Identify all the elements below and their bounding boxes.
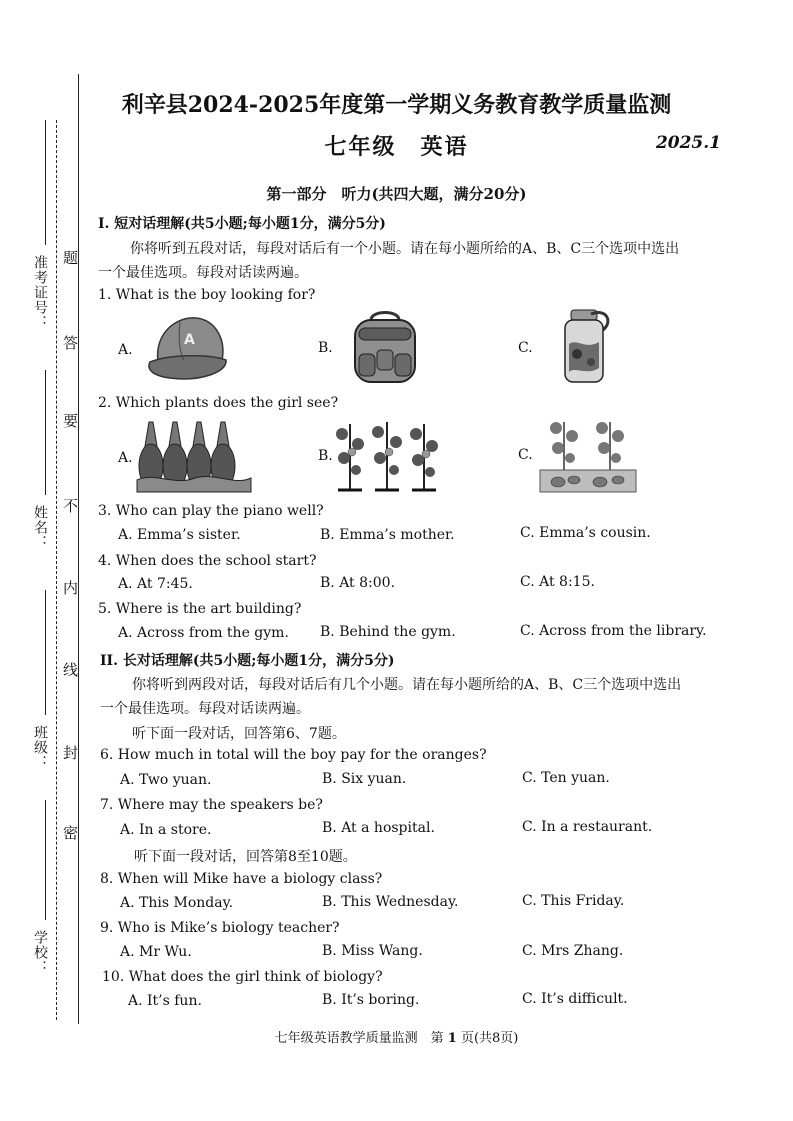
q5-option-a: A. Across from the gym. — [118, 625, 289, 641]
q1-option-a-label: A. — [118, 342, 133, 358]
exam-id-field-label: 准考证号： — [32, 255, 48, 330]
q1-option-c-label: C. — [518, 340, 533, 356]
seal-char-1: 题 — [61, 250, 79, 265]
q3-option-c: C. Emma’s cousin. — [520, 525, 651, 541]
seal-char-8: 密 — [61, 825, 79, 840]
seal-char-7: 封 — [61, 745, 79, 760]
q2-option-a-label: A. — [118, 450, 133, 466]
footer-left: 七年级英语教学质量监测 第 — [274, 1031, 444, 1046]
section2-instruction-cont: 一个最佳选项。每段对话读两遍。 — [100, 701, 310, 717]
q4-option-a: A. At 7:45. — [118, 576, 193, 592]
footer-right: 页(共8页) — [460, 1031, 519, 1046]
q2-option-b-label: B. — [318, 448, 333, 464]
question-2: 2. Which plants does the girl see? — [98, 395, 339, 411]
exam-subtitle: 七年级 英语 — [324, 134, 469, 160]
section1-instruction-cont: 一个最佳选项。每段对话读两遍。 — [98, 265, 308, 281]
school-field-label: 学校： — [32, 930, 48, 975]
baseball-cap-icon — [140, 310, 235, 388]
question-10: 10. What does the girl think of biology? — [102, 969, 383, 985]
question-9: 9. Who is Mike’s biology teacher? — [100, 920, 340, 936]
q7-option-b: B. At a hospital. — [322, 820, 435, 836]
q7-option-a: A. In a store. — [120, 822, 212, 838]
potato-plants-icon — [538, 414, 638, 494]
page-number: 1 — [447, 1031, 457, 1046]
exam-date: 2025.1 — [655, 133, 721, 153]
q8-option-b: B. This Wednesday. — [322, 894, 459, 910]
name-field-label: 姓名： — [32, 505, 48, 550]
section1-instruction: 你将听到五段对话，每段对话后有一个小题。请在每小题所给的A、B、C三个选项中选出 — [130, 241, 680, 257]
section2-heading: II. 长对话理解(共5小题;每小题1分，满分5分) — [100, 653, 395, 669]
question-3: 3. Who can play the piano well? — [98, 503, 324, 519]
listening-note-1: 听下面一段对话，回答第6、7题。 — [132, 726, 346, 742]
school-blank — [45, 800, 46, 920]
name-blank — [45, 370, 46, 495]
q5-option-b: B. Behind the gym. — [320, 624, 456, 640]
water-bottle-icon — [555, 306, 617, 386]
part-heading: 第一部分 听力(共四大题，满分20分) — [266, 185, 527, 203]
section1-heading: I. 短对话理解(共5小题;每小题1分，满分5分) — [98, 216, 386, 232]
page-footer — [0, 1027, 793, 1046]
question-4: 4. When does the school start? — [98, 553, 317, 569]
seal-char-2: 答 — [61, 335, 79, 350]
seal-char-4: 不 — [61, 498, 79, 513]
q8-option-a: A. This Monday. — [120, 895, 234, 911]
q6-option-a: A. Two yuan. — [120, 772, 212, 788]
q9-option-b: B. Miss Wang. — [322, 943, 423, 959]
section2-instruction: 你将听到两段对话，每段对话后有几个小题。请在每小题所给的A、B、C三个选项中选出 — [132, 677, 682, 693]
class-blank — [45, 590, 46, 715]
q8-option-c: C. This Friday. — [522, 893, 625, 909]
carrots-icon — [135, 414, 255, 494]
q3-option-b: B. Emma’s mother. — [320, 527, 455, 543]
question-1: 1. What is the boy looking for? — [98, 287, 316, 303]
q3-option-a: A. Emma’s sister. — [118, 527, 241, 543]
binding-outer-line — [56, 120, 57, 1020]
q4-option-c: C. At 8:15. — [520, 574, 595, 590]
q6-option-c: C. Ten yuan. — [522, 770, 610, 786]
binding-solid-line — [78, 74, 79, 1024]
q9-option-c: C. Mrs Zhang. — [522, 943, 624, 959]
q2-option-c-label: C. — [518, 447, 533, 463]
question-8: 8. When will Mike have a biology class? — [100, 871, 383, 887]
q9-option-a: A. Mr Wu. — [120, 944, 192, 960]
q10-option-a: A. It’s fun. — [128, 993, 202, 1009]
backpack-icon — [345, 306, 425, 386]
question-6: 6. How much in total will the boy pay for the oranges? — [100, 747, 487, 763]
seal-char-6: 线 — [61, 662, 79, 677]
q6-option-b: B. Six yuan. — [322, 771, 407, 787]
q10-option-b: B. It’s boring. — [322, 992, 420, 1008]
class-field-label: 班级： — [32, 725, 48, 770]
tomato-plants-icon — [332, 414, 442, 494]
svg-text:A: A — [184, 332, 195, 348]
exam-title: 利辛县2024-2025年度第一学期义务教育教学质量监测 — [121, 92, 672, 118]
q7-option-c: C. In a restaurant. — [522, 819, 653, 835]
q1-option-b-label: B. — [318, 340, 333, 356]
q4-option-b: B. At 8:00. — [320, 575, 396, 591]
seal-char-3: 要 — [61, 413, 79, 428]
seal-char-5: 内 — [61, 580, 79, 595]
listening-note-2: 听下面一段对话，回答第8至10题。 — [134, 849, 357, 865]
question-5: 5. Where is the art building? — [98, 601, 302, 617]
q10-option-c: C. It’s difficult. — [522, 991, 628, 1007]
question-7: 7. Where may the speakers be? — [100, 797, 323, 813]
q5-option-c: C. Across from the library. — [520, 623, 707, 639]
